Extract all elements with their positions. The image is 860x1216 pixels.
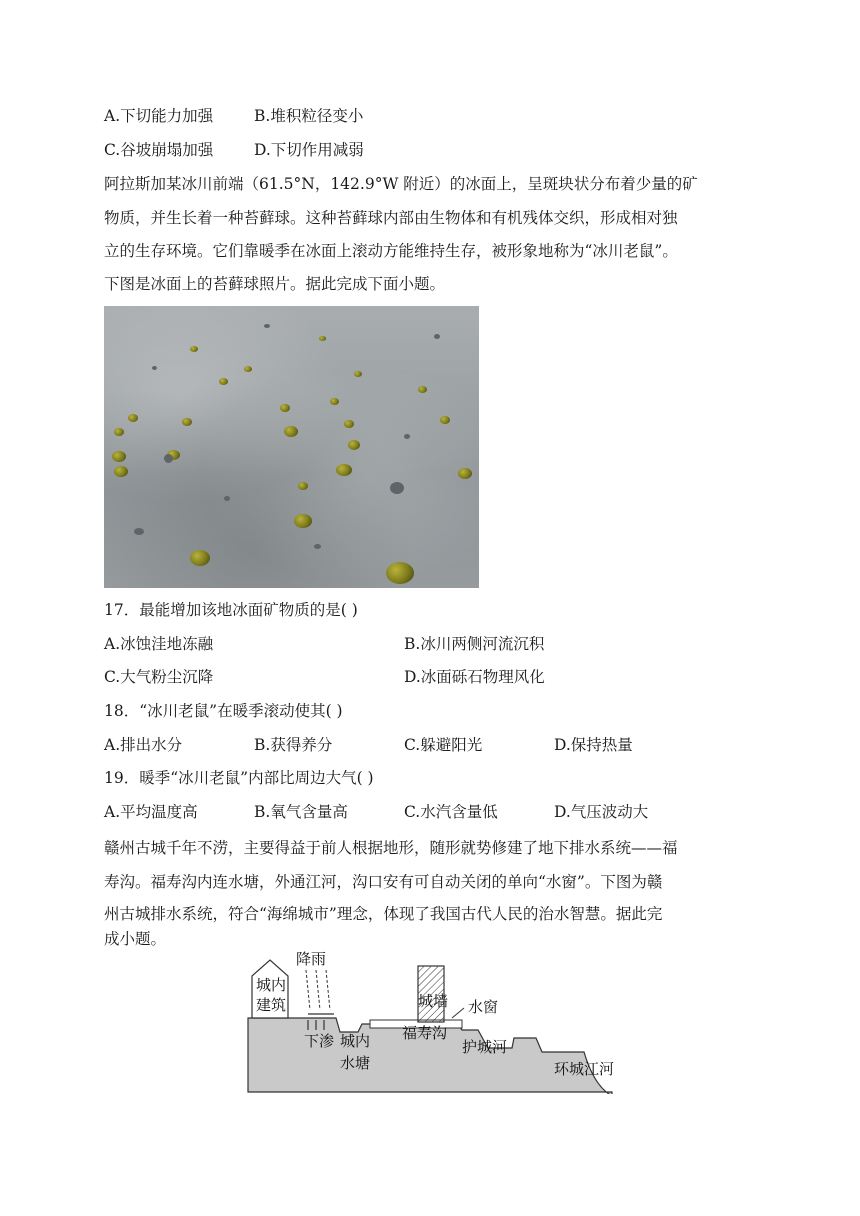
passage1-line2: 物质，并生长着一种苔藓球。这种苔藓球内部由生物体和有机残体交织，形成相对独 — [104, 209, 678, 227]
q17-option-c: C.大气粉尘沉降 — [104, 668, 214, 686]
pebble — [434, 334, 440, 339]
moss-ball — [128, 414, 138, 422]
moss-ball — [386, 562, 414, 584]
q16-option-d: D.下切作用减弱 — [254, 141, 364, 159]
passage2-line4: 成小题。 — [104, 930, 167, 948]
rain-arrows-icon — [306, 970, 330, 1010]
pebble — [404, 434, 410, 439]
moss-ball — [182, 418, 192, 426]
drainage-diagram — [246, 946, 614, 1094]
moss-ball — [112, 451, 126, 462]
passage1-line4: 下图是冰面上的苔藓球照片。据此完成下面小题。 — [104, 275, 446, 293]
moss-ball — [219, 378, 228, 385]
river-label: 环城江河 — [554, 1060, 614, 1078]
pebble — [264, 324, 270, 328]
passage2-line3: 州古城排水系统，符合“海绵城市”理念，体现了我国古代人民的治水智慧。据此完 — [104, 905, 663, 923]
moss-ball — [418, 386, 427, 393]
pebble — [224, 496, 230, 501]
q17-option-a: A.冰蚀洼地冻融 — [104, 635, 214, 653]
pond-label-1: 城内 — [340, 1032, 371, 1050]
moss-ball — [280, 404, 290, 412]
pebble — [314, 544, 321, 549]
passage1-line1: 阿拉斯加某冰川前端（61.5°N，142.9°W 附近）的冰面上，呈斑块状分布着少量的矿 — [104, 175, 698, 193]
ice-texture — [104, 306, 479, 588]
moss-ball — [348, 440, 360, 450]
passage2-line1: 赣州古城千年不涝，主要得益于前人根据地形，随形就势修建了地下排水系统——福 — [104, 839, 678, 857]
moss-ball — [190, 346, 198, 352]
q16-option-a: A.下切能力加强 — [104, 107, 214, 125]
q19-option-b: B.氧气含量高 — [254, 803, 348, 821]
moss-ball — [114, 428, 124, 436]
q16-option-c: C.谷坡崩塌加强 — [104, 141, 214, 159]
moss-ball — [114, 466, 128, 477]
q17-stem: 17．最能增加该地冰面矿物质的是( ) — [104, 601, 358, 619]
q19-stem: 19．暖季“冰川老鼠”内部比周边大气( ) — [104, 769, 374, 787]
moss-ball — [294, 514, 312, 528]
pebble — [390, 482, 404, 494]
city-building-label-1: 城内 — [256, 976, 287, 994]
moss-ball — [244, 366, 252, 372]
q18-option-d: D.保持热量 — [554, 736, 633, 754]
moss-ball — [354, 371, 362, 377]
q18-option-c: C.躲避阳光 — [404, 736, 483, 754]
city-wall-label: 城墙 — [418, 992, 449, 1010]
q17-option-b: B.冰川两侧河流沉积 — [404, 635, 545, 653]
moss-ball — [344, 420, 354, 428]
city-building-label-2: 建筑 — [256, 996, 287, 1014]
moss-ball — [298, 482, 308, 490]
moss-ball — [330, 398, 339, 405]
water-window-label: 水窗 — [468, 998, 499, 1016]
moss-ball — [336, 464, 352, 476]
moat-label: 护城河 — [462, 1038, 508, 1056]
passage2-line2: 寿沟。福寿沟内连水塘，外通江河，沟口安有可自动关闭的单向“水窗”。下图为赣 — [104, 873, 663, 891]
passage1-line3: 立的生存环境。它们靠暖季在冰面上滚动方能维持生存，被形象地称为“冰川老鼠”。 — [104, 242, 678, 260]
moss-ball — [319, 336, 326, 341]
moss-ball — [190, 550, 210, 566]
rain-label: 降雨 — [296, 950, 327, 968]
water-window-pointer — [452, 1008, 464, 1018]
moss-ball — [458, 468, 472, 479]
q17-option-d: D.冰面砾石物理风化 — [404, 668, 545, 686]
q18-option-b: B.获得养分 — [254, 736, 333, 754]
moss-ball — [440, 416, 450, 424]
q19-option-d: D.气压波动大 — [554, 803, 649, 821]
q19-option-a: A.平均温度高 — [104, 803, 198, 821]
q16-option-b: B.堆积粒径变小 — [254, 107, 364, 125]
pond-label-2: 水塘 — [340, 1054, 371, 1072]
pebble — [152, 366, 157, 370]
moss-ball — [284, 426, 298, 437]
q18-option-a: A.排出水分 — [104, 736, 183, 754]
fushou-ditch-label: 福寿沟 — [402, 1024, 448, 1042]
moss-ball-photo — [104, 306, 479, 588]
seepage-label: 下渗 — [304, 1032, 335, 1050]
pebble — [134, 528, 144, 535]
q18-stem: 18．“冰川老鼠”在暖季滚动使其( ) — [104, 702, 343, 720]
q19-option-c: C.水汽含量低 — [404, 803, 498, 821]
pebble — [164, 454, 173, 463]
